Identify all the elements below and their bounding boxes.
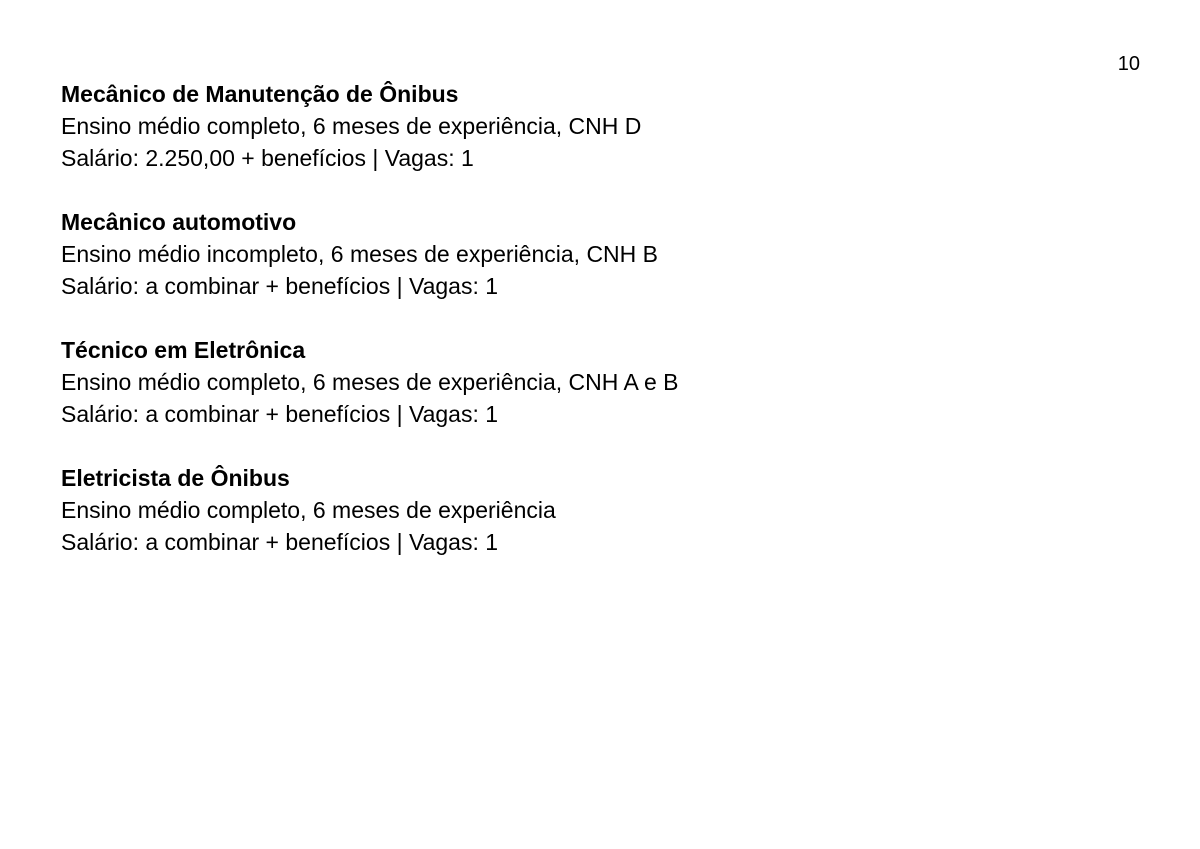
job-listings [61,78,1061,590]
job-salary: Salário: a combinar + benefícios | Vagas: 1 [61,401,499,427]
page-number: 10 [1117,53,1140,75]
job-salary: Salário: 2.250,00 + benefícios | Vagas: 1 [61,145,474,171]
job-title: Mecânico automotivo [61,209,297,235]
job-listing [61,334,1061,430]
job-requirements: Ensino médio completo, 6 meses de experiência, CNH D [61,113,642,139]
job-title: Eletricista de Ônibus [61,465,290,491]
job-title: Mecânico de Manutenção de Ônibus [61,81,459,107]
job-requirements: Ensino médio completo, 6 meses de experiência, CNH A e B [61,369,679,395]
job-listing [61,78,1061,174]
job-requirements: Ensino médio completo, 6 meses de experiência [61,497,556,523]
job-listing [61,462,1061,558]
job-listing [61,206,1061,302]
job-salary: Salário: a combinar + benefícios | Vagas: 1 [61,273,499,299]
job-requirements: Ensino médio incompleto, 6 meses de experiência, CNH B [61,241,659,267]
job-title: Técnico em Eletrônica [61,337,306,363]
job-salary: Salário: a combinar + benefícios | Vagas: 1 [61,529,499,555]
